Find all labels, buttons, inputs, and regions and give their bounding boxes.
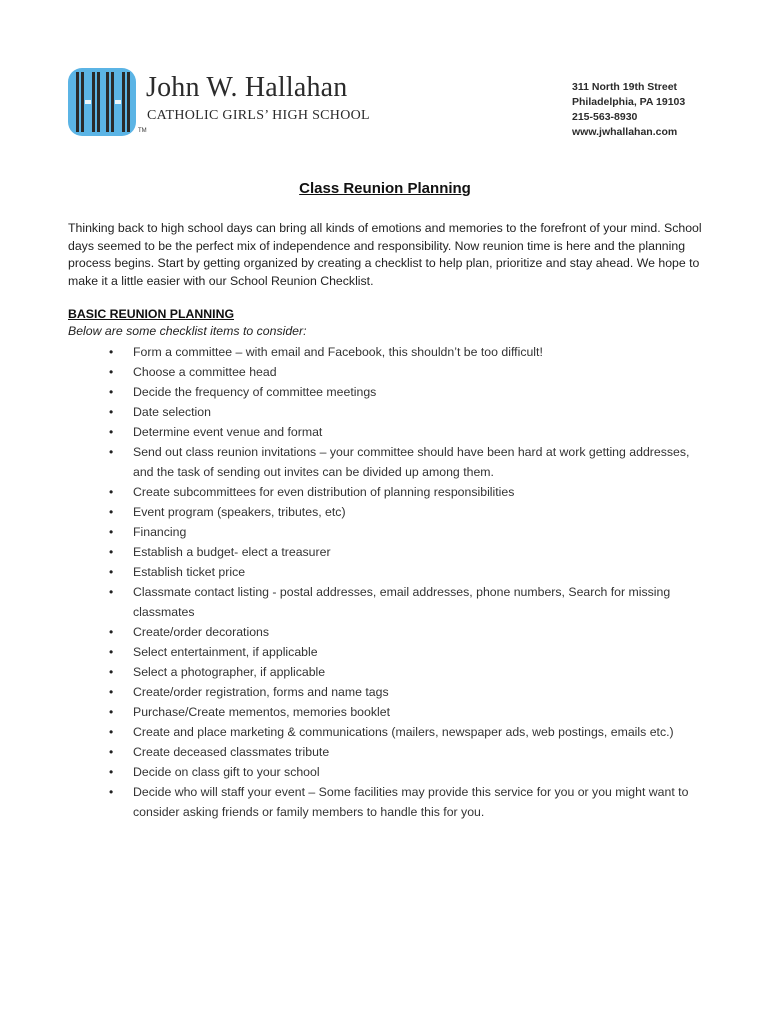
checklist-item-text: Classmate contact listing - postal addresses, email addresses, phone numbers, Search for missing classmates: [133, 585, 671, 619]
checklist-item: [109, 662, 713, 682]
bullet-icon: •: [109, 665, 114, 679]
intro-paragraph: Thinking back to high school days can bring all kinds of emotions and memories to the forefront of your mind. School days seemed to be the perfect mix of independence and responsibility. Now reunion time is here and the planning process begins. Start by getting organized by creating a checklist to help plan, prioritize and stay ahead. We hope to make it a little easier with our School Reunion Checklist.: [68, 221, 702, 288]
school-subtitle: CATHOLIC GIRLS’ HIGH SCHOOL: [147, 108, 370, 123]
bullet-icon: •: [109, 705, 114, 719]
checklist-item: [109, 422, 713, 442]
bullet-icon: •: [109, 505, 114, 519]
checklist-item-text: Send out class reunion invitations – your committee should have been hard at work getting addresses, and the task of sending out invites can be divided up among them.: [133, 445, 690, 479]
school-address: [572, 80, 685, 140]
checklist-item: [109, 782, 713, 822]
bullet-icon: •: [109, 685, 114, 699]
address-street: 311 North 19th Street: [572, 81, 678, 93]
checklist-item: [109, 642, 713, 662]
checklist-item: [109, 402, 713, 422]
checklist-item-text: Create/order registration, forms and name tags: [133, 685, 389, 699]
hh-logo-icon: [68, 68, 138, 138]
bullet-icon: •: [109, 365, 114, 379]
checklist-item-text: Create and place marketing & communications (mailers, newspaper ads, web postings, emails etc.): [133, 725, 674, 739]
bullet-icon: •: [109, 625, 114, 639]
checklist-item-text: Decide who will staff your event – Some facilities may provide this service for you or you might want to consider asking friends or family members to handle this for you.: [133, 785, 689, 819]
bullet-icon: •: [109, 745, 114, 759]
section-heading: BASIC REUNION PLANNING: [68, 307, 235, 321]
checklist-item-text: Financing: [133, 525, 187, 539]
checklist-item: [109, 362, 713, 382]
bullet-icon: •: [109, 785, 114, 799]
address-website: www.jwhallahan.com: [572, 126, 678, 138]
checklist-item-text: Create/order decorations: [133, 625, 270, 639]
checklist-item: [109, 382, 713, 402]
checklist-item: [109, 522, 713, 542]
checklist-item-text: Determine event venue and format: [133, 425, 323, 439]
section-subheading: Below are some checklist items to consider:: [68, 324, 307, 338]
checklist-item-text: Form a committee – with email and Facebook, this shouldn’t be too difficult!: [133, 345, 543, 359]
checklist-item-text: Decide on class gift to your school: [133, 765, 320, 779]
bullet-icon: •: [109, 585, 114, 599]
bullet-icon: •: [109, 445, 114, 459]
checklist-item-text: Date selection: [133, 405, 211, 419]
bullet-icon: •: [109, 345, 114, 359]
bullet-icon: •: [109, 405, 114, 419]
bullet-icon: •: [109, 385, 114, 399]
checklist-item-text: Purchase/Create mementos, memories booklet: [133, 705, 390, 719]
bullet-icon: •: [109, 485, 114, 499]
checklist-item: [109, 722, 713, 742]
checklist-item-text: Decide the frequency of committee meetings: [133, 385, 377, 399]
checklist-item: [109, 562, 713, 582]
checklist-item-text: Choose a committee head: [133, 365, 277, 379]
document-title: Class Reunion Planning: [299, 180, 471, 197]
school-logo: [68, 68, 388, 138]
checklist-item-text: Select a photographer, if applicable: [133, 665, 326, 679]
checklist-item: [109, 342, 713, 362]
checklist: [109, 342, 713, 822]
bullet-icon: •: [109, 565, 114, 579]
checklist-item: [109, 742, 713, 762]
checklist-item: [109, 702, 713, 722]
checklist-item: [109, 622, 713, 642]
bullet-icon: •: [109, 765, 114, 779]
address-phone: 215-563-8930: [572, 111, 638, 123]
bullet-icon: •: [109, 525, 114, 539]
bullet-icon: •: [109, 425, 114, 439]
checklist-item: [109, 502, 713, 522]
address-city: Philadelphia, PA 19103: [572, 96, 686, 108]
checklist-item-text: Create deceased classmates tribute: [133, 745, 330, 759]
checklist-item: [109, 482, 713, 502]
checklist-item: [109, 762, 713, 782]
checklist-item-text: Establish a budget- elect a treasurer: [133, 545, 331, 559]
checklist-item-text: Select entertainment, if applicable: [133, 645, 318, 659]
checklist-item: [109, 442, 713, 482]
checklist-item: [109, 582, 713, 622]
checklist-item-text: Establish ticket price: [133, 565, 246, 579]
checklist-item-text: Event program (speakers, tributes, etc): [133, 505, 346, 519]
school-name: John W. Hallahan: [146, 72, 348, 103]
trademark-mark: TM: [138, 128, 147, 134]
bullet-icon: •: [109, 645, 114, 659]
checklist-item: [109, 542, 713, 562]
bullet-icon: •: [109, 725, 114, 739]
bullet-icon: •: [109, 545, 114, 559]
checklist-item: [109, 682, 713, 702]
checklist-item-text: Create subcommittees for even distribution of planning responsibilities: [133, 485, 515, 499]
